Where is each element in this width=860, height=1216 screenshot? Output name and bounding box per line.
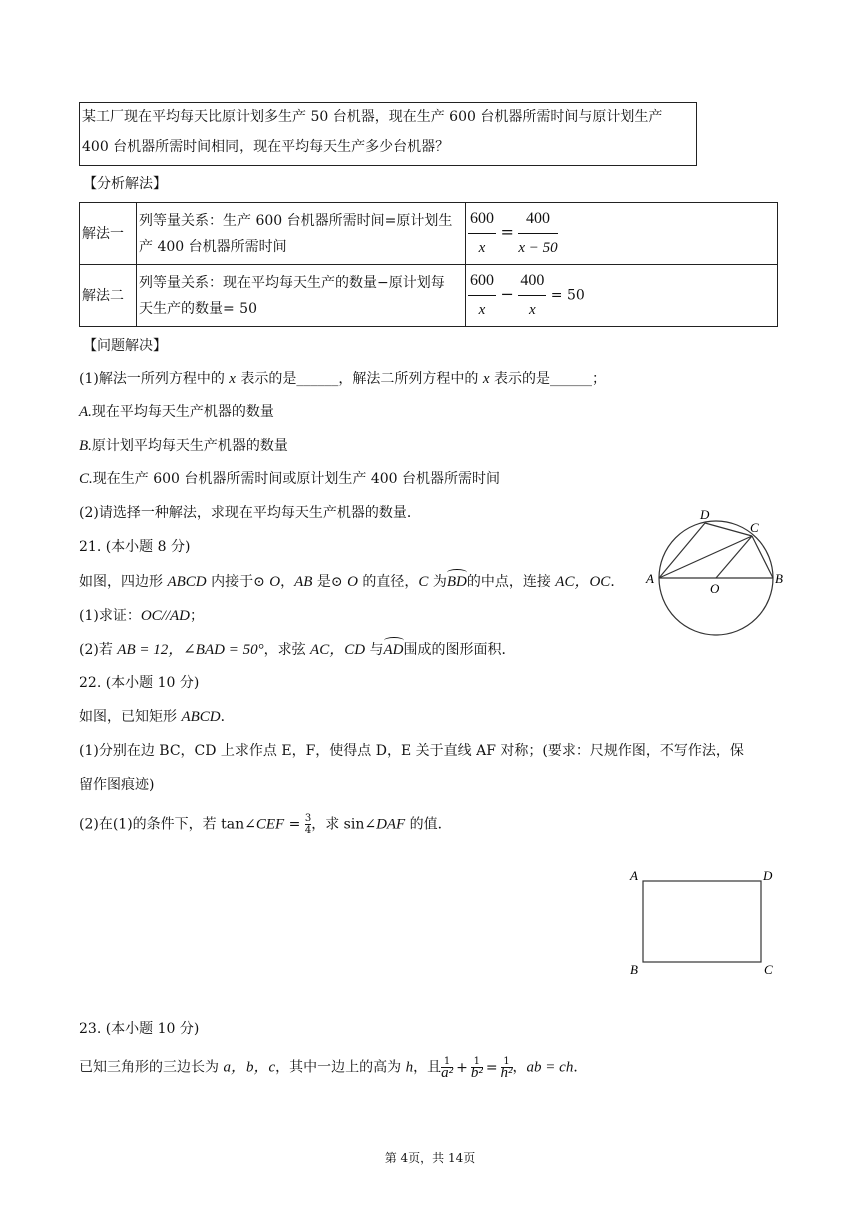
analysis-heading: 【分析解法】 [83,176,167,192]
problem-22-q1-line2: 留作图痕迹) [79,777,155,793]
problem-21-header: 21. (本小题 8 分) [79,539,191,555]
option-a: A.现在平均每天生产机器的数量 [79,404,274,420]
method-equation: $\frac{600}{x}$ − $\frac{400}{x}$ = 50 [466,265,778,327]
problem-21-q1: (1)求证：OC//AD； [79,608,205,624]
problem-21-stem: 如图，四边形 ABCD 内接于⊙ O，AB 是⊙ O 的直径，C 为BD的中点，连接 AC，OC． [79,574,625,590]
label-b: B [775,571,783,586]
problem-line-1: 某工厂现在平均每天比原计划多生产 50 台机器，现在生产 600 台机器所需时间与原计划生产 [82,109,663,125]
page-footer: 第 4页，共 14页 [384,1151,476,1165]
table-row [80,265,778,327]
segment-oc [716,536,752,578]
segment-cb [752,536,773,578]
circle-figure [640,505,790,640]
segment-ac [659,536,752,578]
problem-box [79,102,697,166]
problem-23-stem: 已知三角形的三边长为 a，b，c，其中一边上的高为 h，且 $\frac{1}{\text{a²}}$ + $\frac{1}{\text{b²}}$ = $\frac{1}{\text{h²}}$ ，ab = ch． [79,1056,588,1081]
label-c: C [750,520,759,535]
problem-line-2: 400 台机器所需时间相同，现在平均每天生产多少台机器？ [82,139,450,155]
method-equation: $\frac{600}{x}$ = $\frac{400}{x - 50}$ [466,203,778,265]
method-relation: 列等量关系：生产 600 台机器所需时间=原计划生 产 400 台机器所需时间 [137,203,466,265]
label-d: D [700,507,710,522]
problem-22-stem: 如图，已知矩形 ABCD． [79,709,235,725]
method-relation: 列等量关系：现在平均每天生产的数量−原计划每 天生产的数量= 50 [137,265,466,327]
arc-bd-label: BD [446,574,467,590]
option-b: B.原计划平均每天生产机器的数量 [79,438,288,454]
label-o: O [710,581,720,596]
method-name: 解法二 [80,265,137,327]
option-c: C.现在生产 600 台机器所需时间或原计划生产 400 台机器所需时间 [79,471,501,487]
problem-21-q2: (2)若 AB = 12，∠BAD = 50°，求弦 AC，CD 与AD围成的图形面积． [79,642,516,658]
label-d: D [763,868,773,883]
label-a: A [646,571,654,586]
label-c: C [764,962,773,977]
method-name: 解法一 [80,203,137,265]
table-row [80,203,778,265]
arc-ad-label: AD [383,642,404,658]
method-table [79,202,778,327]
problem-23-header: 23. (本小题 10 分) [79,1021,200,1037]
label-a: A [630,868,638,883]
rectangle-figure [625,862,785,982]
problem-22-q1-line1: (1)分别在边 BC，CD 上求作点 E，F，使得点 D，E 关于直线 AF 对称；(要求：尺规作图，不写作法，保 [79,743,744,759]
problem-22-header: 22. (本小题 10 分) [79,675,200,691]
label-b: B [630,962,638,977]
question-2: (2)请选择一种解法，求现在平均每天生产机器的数量． [79,505,421,521]
solve-heading: 【问题解决】 [83,338,167,354]
question-1: (1)解法一所列方程中的 x 表示的是______，解法二所列方程中的 x 表示的是______； [79,371,606,387]
problem-22-q2: (2)在(1)的条件下，若 tan∠CEF = $\frac{3}{4}$ ，求 sin∠DAF 的值． [79,813,452,836]
rectangle-abcd [643,881,761,962]
